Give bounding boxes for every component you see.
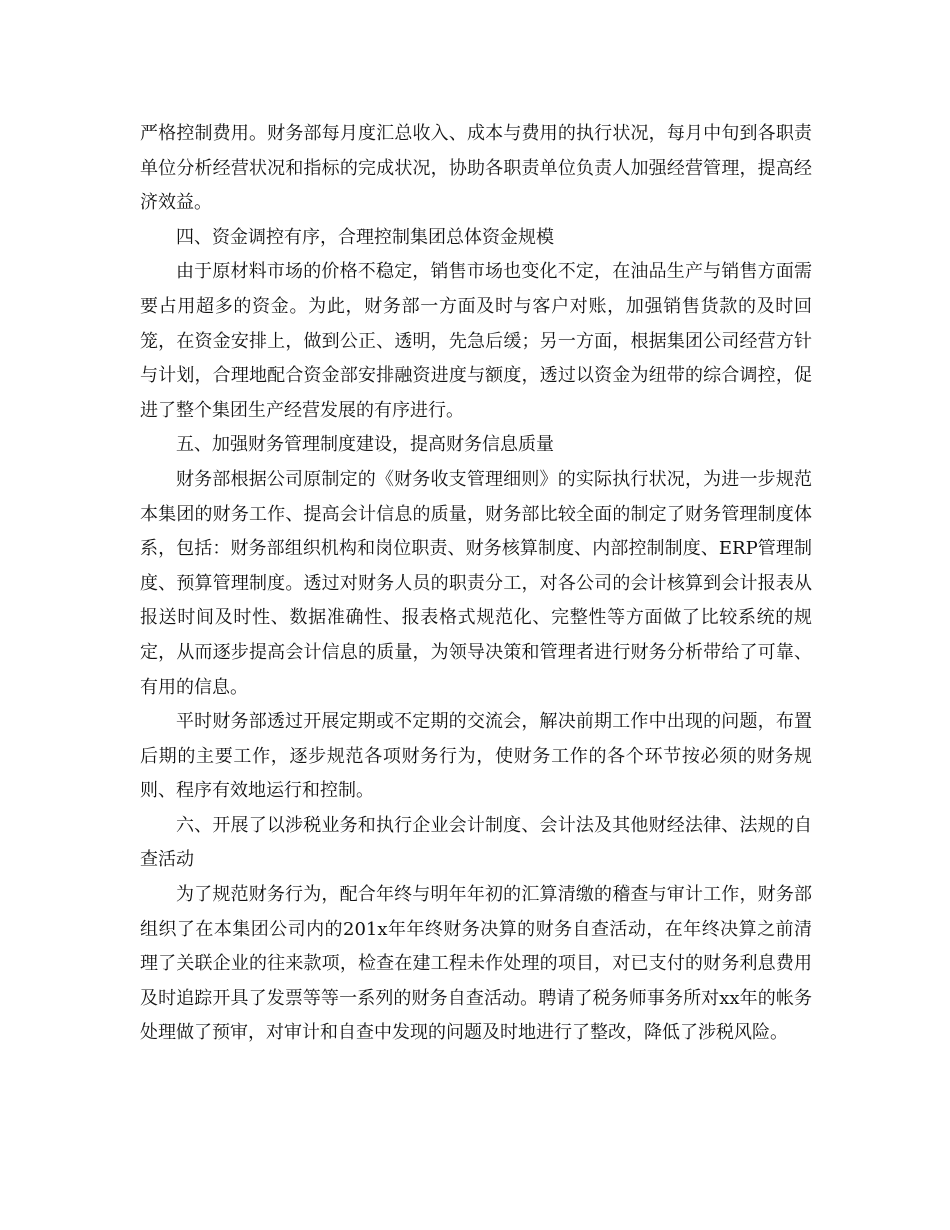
- document-body: [140, 117, 812, 1051]
- section-heading-self-inspection: 六、开展了以涉税业务和执行企业会计制度、会计法及其他财经法律、法规的自查活动: [140, 814, 812, 871]
- paragraph-exchange-meetings: 平时财务部透过开展定期或不定期的交流会，解决前期工作中出现的问题，布置后期的主要工作，逐步规范各项财务行为，使财务工作的各个环节按必须的财务规则、程序有效地运行和控制。: [140, 711, 812, 802]
- section-heading-fund-control: 四、资金调控有序，合理控制集团总体资金规模: [176, 226, 554, 248]
- paragraph-expense-control: 严格控制费用。财务部每月度汇总收入、成本与费用的执行状况，每月中旬到各职责单位分析经营状况和指标的完成状况，协助各职责单位负责人加强经营管理，提高经济效益。: [140, 123, 812, 214]
- paragraph-fund-control: 由于原材料市场的价格不稳定，销售市场也变化不定，在油品生产与销售方面需要占用超多的资金。为此，财务部一方面及时与客户对账，加强销售货款的及时回笼，在资金安排上，做到公正、透明，先急后缓；另一方面，根据集团公司经营方针与计划，合理地配合资金部安排融资进度与额度，透过以资金为纽带的综合调控，促进了整个集团生产经营发展的有序进行。: [140, 261, 812, 421]
- section-heading-management-system: 五、加强财务管理制度建设，提高财务信息质量: [176, 434, 554, 456]
- paragraph-self-inspection: 为了规范财务行为，配合年终与明年年初的汇算清缴的稽查与审计工作，财务部组织了在本集团公司内的201x年年终财务决算的财务自查活动，在年终决算之前清理了关联企业的往来款项，检查在建工程未作处理的项目，对已支付的财务利息费用及时追踪开具了发票等等一系列的财务自查活动。聘请了税务师事务所对xx年的帐务处理做了预审，对审计和自查中发现的问题及时地进行了整改，降低了涉税风险。: [140, 884, 812, 1044]
- paragraph-management-system: 财务部根据公司原制定的《财务收支管理细则》的实际执行状况，为进一步规范本集团的财务工作、提高会计信息的质量，财务部比较全面的制定了财务管理制度体系，包括：财务部组织机构和岗位职责、财务核算制度、内部控制制度、ERP管理制度、预算管理制度。透过对财务人员的职责分工，对各公司的会计核算到会计报表从报送时间及时性、数据准确性、报表格式规范化、完整性等方面做了比较系统的规定，从而逐步提高会计信息的质量，为领导决策和管理者进行财务分析带给了可靠、有用的信息。: [140, 468, 812, 698]
